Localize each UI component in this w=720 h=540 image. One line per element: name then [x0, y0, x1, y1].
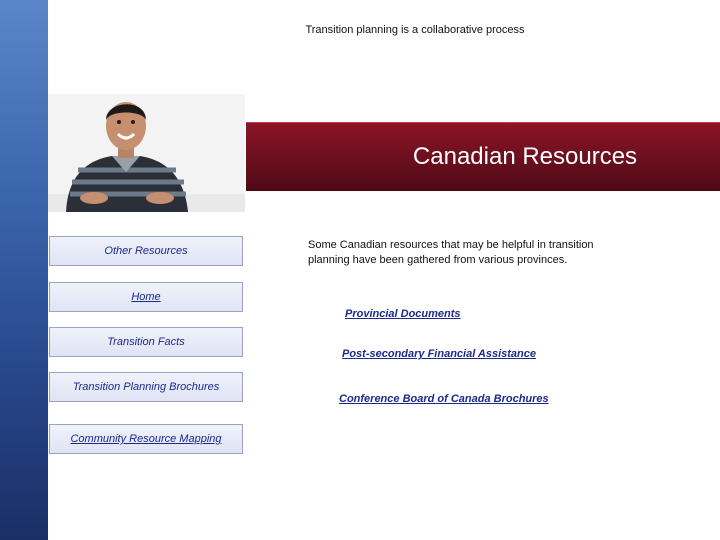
- nav-transition-facts-button[interactable]: [49, 327, 243, 357]
- nav-button-label: Other Resources: [104, 245, 188, 257]
- link-post-secondary-financial-assistance[interactable]: Post-secondary Financial Assistance: [342, 348, 536, 360]
- nav-other-resources-button[interactable]: [49, 236, 243, 266]
- nav-community-resource-mapping-button[interactable]: [49, 424, 243, 454]
- page-tagline: Transition planning is a collaborative process: [305, 24, 525, 36]
- nav-button-label: Home: [131, 291, 161, 303]
- title-banner: [246, 122, 720, 191]
- nav-home-button[interactable]: [49, 282, 243, 312]
- link-conference-board-brochures[interactable]: Conference Board of Canada Brochures: [339, 393, 549, 405]
- left-decorative-bar: [0, 0, 48, 540]
- student-photo: [48, 94, 245, 212]
- nav-transition-planning-brochures-button[interactable]: [49, 372, 243, 402]
- intro-text: Some Canadian resources that may be helpful in transition planning have been gathered from various provinces.: [308, 239, 594, 266]
- nav-button-label: Transition Facts: [107, 336, 185, 348]
- link-provincial-documents[interactable]: Provincial Documents: [345, 308, 461, 320]
- nav-button-label: Transition Planning Brochures: [72, 381, 220, 393]
- banner-title: Canadian Resources: [412, 143, 638, 170]
- nav-button-label: Community Resource Mapping: [70, 433, 222, 445]
